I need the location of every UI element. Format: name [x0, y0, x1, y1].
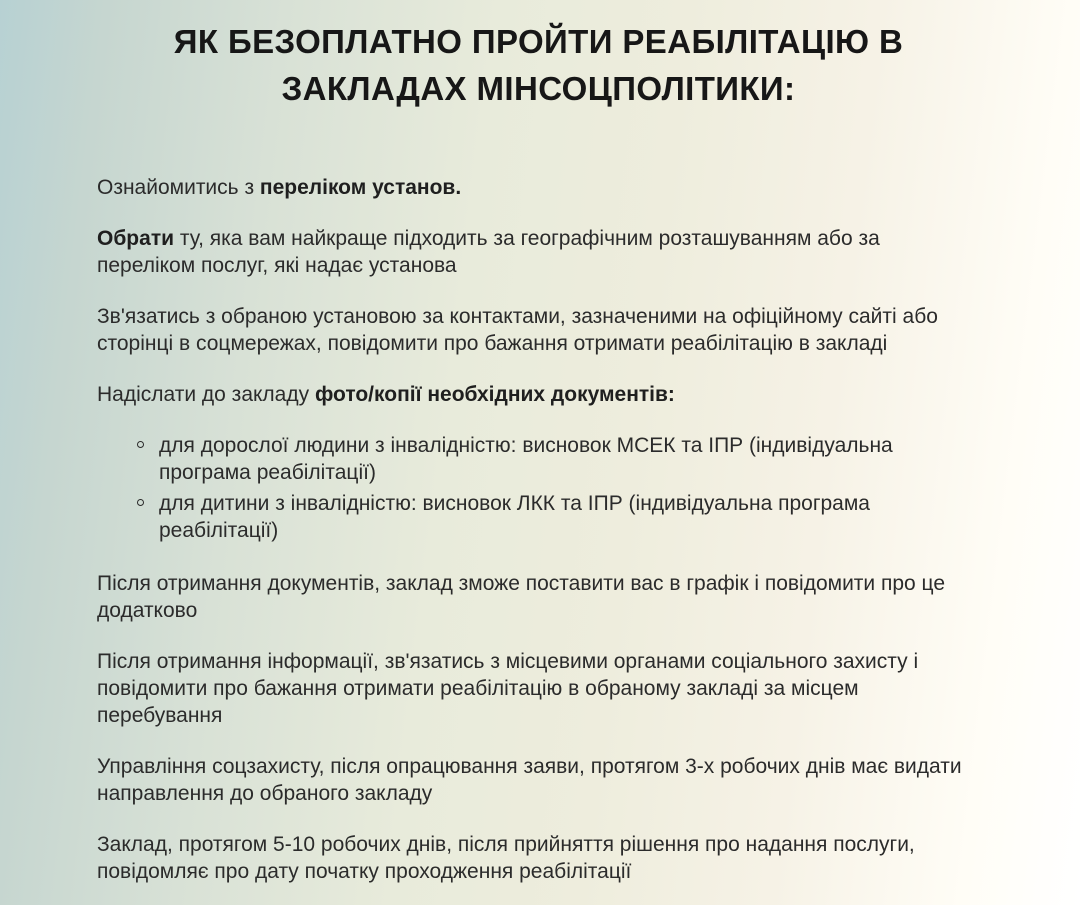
step-after-information: Після отримання інформації, зв'язатись з місцевими органами соціального захисту і повідомити про бажання отримати реабілітацію в обраному закладі за місцем перебування — [97, 650, 919, 727]
step-send-documents — [97, 381, 980, 408]
page-title — [97, 18, 980, 112]
step-after-documents: Після отримання документів, заклад зможе поставити вас в графік і повідомити про це додатково — [97, 572, 946, 622]
step-facility-notice: Заклад, протягом 5-10 робочих днів, після прийняття рішення про надання послуги, повідомляє про дату початку проходження реабілітації — [97, 833, 915, 883]
step-send-documents-bold: фото/копії необхідних документів: — [314, 383, 675, 406]
step-familiarize-text: Ознайомитись з — [97, 176, 260, 199]
step-choose-text: ту, яка вам найкраще підходить за географічним розташуванням або за переліком послуг, які надає установа — [97, 227, 880, 277]
step-choose-bold: Обрати — [97, 227, 175, 250]
document-body — [97, 174, 980, 885]
step-contact: Зв'язатись з обраною установою за контактами, зазначеними на офіційному сайті або сторінці в соцмережах, повідомити про бажання отримати реабілітацію в закладі — [97, 305, 938, 355]
list-item-child-documents: для дитини з інвалідністю: висновок ЛКК та ІПР (індивідуальна програма реабілітації) — [159, 490, 980, 544]
step-social-protection: Управління соцзахисту, після опрацювання заяви, протягом 3-х робочих днів має видати направлення до обраного закладу — [97, 755, 962, 805]
page-title-line2: ЗАКЛАДАХ МІНСОЦПОЛІТИКИ: — [281, 70, 796, 107]
documents-list — [97, 432, 980, 544]
step-choose — [97, 225, 980, 279]
page-title-line1: ЯК БЕЗОПЛАТНО ПРОЙТИ РЕАБІЛІТАЦІЮ В — [173, 23, 904, 60]
list-item-adult-documents: для дорослої людини з інвалідністю: висновок МСЕК та ІПР (індивідуальна програма реабілітації) — [159, 432, 980, 486]
step-send-documents-text: Надіслати до закладу — [97, 383, 315, 406]
step-familiarize-bold: переліком установ. — [259, 176, 462, 199]
step-familiarize — [97, 174, 980, 201]
